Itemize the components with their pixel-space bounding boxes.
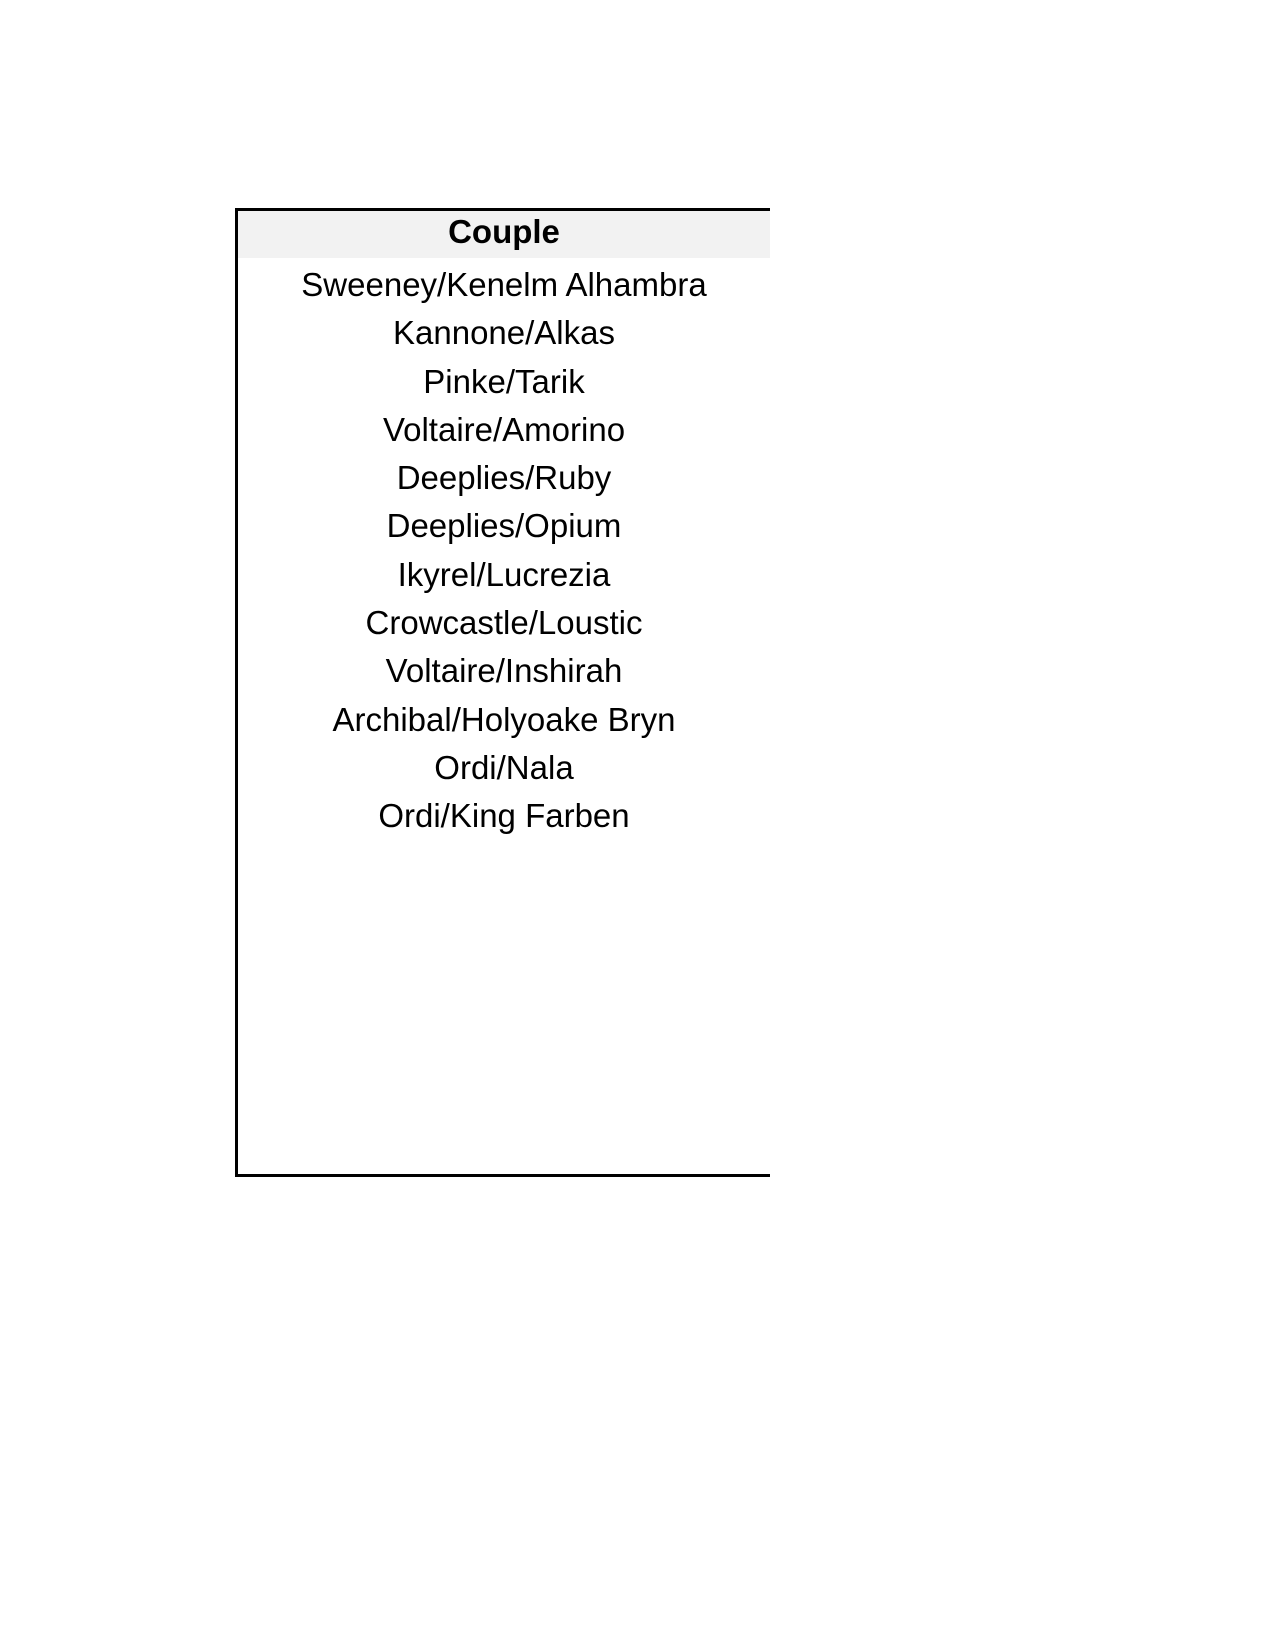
table-row: Pinke/Tarik (423, 362, 585, 400)
table-row: Voltaire/Amorino (382, 410, 626, 448)
table-row: Sweeney/Kenelm Alhambra (301, 266, 707, 303)
table-row: Crowcastle/Loustic (365, 604, 643, 642)
couple-table (235, 208, 770, 1177)
table-row: Voltaire/Inshirah (385, 652, 623, 690)
table-row: Ikyrel/Lucrezia (397, 555, 611, 593)
table-row: Deeplies/Ruby (396, 459, 612, 497)
table-row: Ordi/King Farben (378, 797, 630, 835)
table-body (238, 258, 770, 841)
table-row: Kannone/Alkas (393, 314, 615, 352)
table-row: Ordi/Nala (434, 748, 574, 786)
column-header-couple: Couple (238, 211, 770, 258)
table-row: Deeplies/Opium (386, 507, 622, 545)
table-row: Archibal/Holyoake Bryn (332, 700, 676, 738)
